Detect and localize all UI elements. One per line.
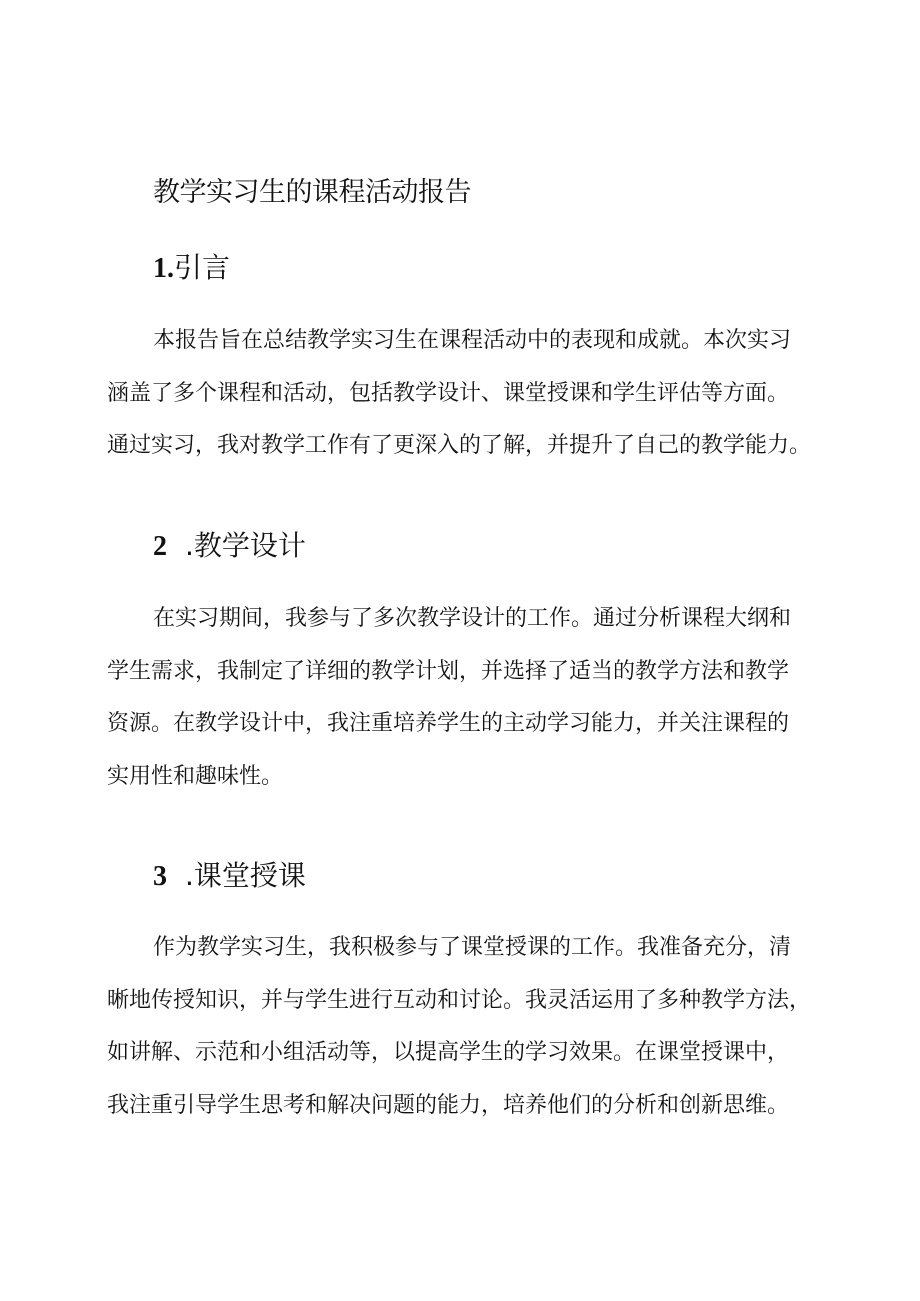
paragraph-line: 我注重引导学生思考和解决问题的能力，培养他们的分析和创新思维。: [107, 1092, 790, 1118]
section-number-1: 1.: [153, 253, 174, 284]
section-title-1: 引言: [174, 251, 231, 284]
section-number-3: 3: [153, 861, 167, 892]
paragraph-line: 学生需求，我制定了详细的教学计划，并选择了适当的教学方法和教学: [107, 658, 790, 684]
paragraph-line: 实用性和趣味性。: [107, 763, 284, 789]
section-heading-1: [153, 245, 230, 292]
paragraph-line: 通过实习，我对教学工作有了更深入的了解，并提升了自己的教学能力。: [107, 433, 812, 458]
paragraph-line: 在实习期间，我参与了多次教学设计的工作。通过分析课程大纲和: [153, 606, 792, 631]
section-paragraph-3: [107, 922, 837, 1132]
paragraph-line: 本报告旨在总结教学实习生在课程活动中的表现和成就。本次实习: [153, 328, 792, 353]
paragraph-line: 如讲解、示范和小组活动等，以提高学生的学习效果。在课堂授课中，: [107, 1040, 790, 1065]
paragraph-line: 晰地传授知识，并与学生进行互动和讨论。我灵活运用了多种教学方法，: [107, 987, 812, 1013]
section-paragraph-2: [107, 593, 837, 803]
section-paragraph-1: [107, 315, 837, 473]
section-title-3: .课堂授课: [185, 859, 306, 892]
document-title: 教学实习生的课程活动报告: [153, 177, 471, 208]
section-number-2: 2: [153, 531, 167, 562]
paragraph-line: 作为教学实习生，我积极参与了课堂授课的工作。我准备充分，清: [153, 935, 792, 960]
paragraph-line: 资源。在教学设计中，我注重培养学生的主动学习能力，并关注课程的: [107, 711, 790, 736]
section-heading-3: [153, 853, 306, 900]
section-title-2: .教学设计: [185, 529, 306, 562]
paragraph-line: 涵盖了多个课程和活动，包括教学设计、课堂授课和学生评估等方面。: [107, 380, 790, 406]
section-heading-2: [153, 523, 306, 570]
